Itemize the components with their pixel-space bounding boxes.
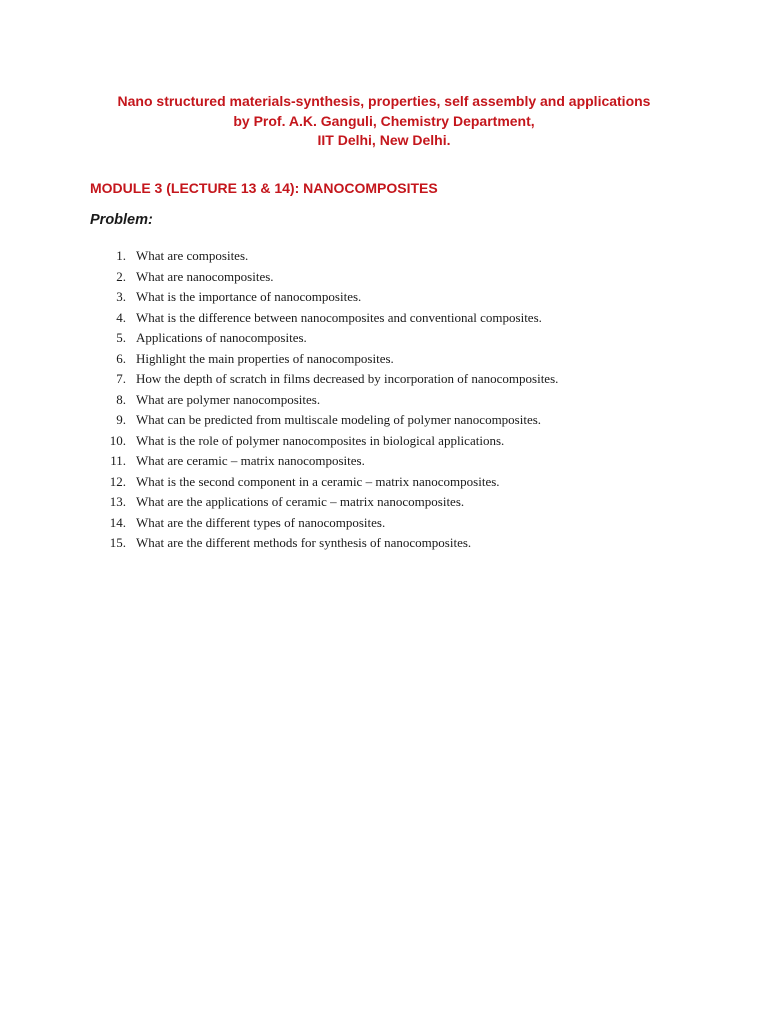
question-number: 10. [109, 432, 126, 448]
question-item [0, 391, 768, 412]
question-number: 15. [109, 535, 126, 550]
question-item [0, 329, 768, 350]
question-number: 5. [116, 330, 126, 345]
question-item [0, 473, 768, 494]
problem-heading: Problem: [90, 212, 153, 228]
question-number: 7. [116, 371, 126, 386]
question-text: What is the importance of nanocomposites. [136, 289, 362, 304]
question-number: 1. [116, 248, 126, 263]
question-text: What are nanocomposites. [136, 268, 274, 284]
question-item [0, 432, 768, 453]
question-number: 13. [109, 494, 126, 509]
document-title [0, 92, 768, 151]
question-item [0, 370, 768, 391]
question-item [0, 288, 768, 309]
question-text: What is the difference between nanocomposites and conventional composites. [136, 309, 542, 325]
question-item [0, 452, 768, 473]
question-text: What are the applications of ceramic – matrix nanocomposites. [136, 494, 465, 509]
question-text: What are ceramic – matrix nanocomposites. [136, 453, 365, 468]
question-text: What are composites. [136, 248, 249, 263]
question-list [0, 247, 768, 555]
question-number: 8. [116, 391, 126, 407]
title-line-course: Nano structured materials-synthesis, properties, self assembly and applications [117, 93, 651, 109]
question-text: What are polymer nanocomposites. [136, 391, 321, 407]
question-number: 4. [116, 309, 126, 325]
question-item [0, 309, 768, 330]
question-item [0, 514, 768, 535]
question-number: 14. [109, 514, 126, 530]
question-number: 9. [116, 412, 126, 427]
question-text: What are the different types of nanocomposites. [136, 514, 386, 530]
question-item [0, 411, 768, 432]
question-item [0, 350, 768, 371]
question-text: What is the second component in a ceramic – matrix nanocomposites. [136, 473, 500, 489]
question-number: 3. [116, 289, 126, 304]
question-number: 2. [116, 268, 126, 284]
question-item [0, 493, 768, 514]
title-line-institution: IIT Delhi, New Delhi. [317, 132, 451, 148]
question-text: What can be predicted from multiscale modeling of polymer nanocomposites. [136, 412, 542, 427]
question-text: What are the different methods for synthesis of nanocomposites. [136, 535, 472, 550]
question-item [0, 247, 768, 268]
question-text: Highlight the main properties of nanocomposites. [136, 350, 394, 366]
question-number: 12. [109, 473, 126, 489]
question-item [0, 268, 768, 289]
question-text: What is the role of polymer nanocomposites in biological applications. [136, 432, 505, 448]
module-heading: MODULE 3 (LECTURE 13 & 14): NANOCOMPOSITES [90, 180, 438, 196]
question-text: Applications of nanocomposites. [136, 330, 307, 345]
question-item [0, 534, 768, 555]
question-number: 11. [110, 453, 126, 468]
title-line-author: by Prof. A.K. Ganguli, Chemistry Department, [233, 112, 535, 129]
question-number: 6. [116, 350, 126, 366]
question-text: How the depth of scratch in films decreased by incorporation of nanocomposites. [136, 371, 559, 386]
